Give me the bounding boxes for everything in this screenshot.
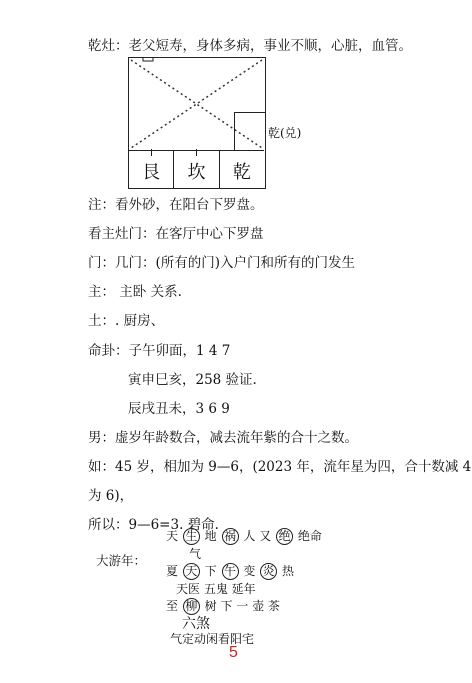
- chart-row-2: 夏 天 下 午 变 炎 热: [166, 564, 295, 578]
- page-number: 5: [229, 644, 238, 661]
- bottom-rooms: [129, 150, 264, 188]
- chart-row-4: 气定动闲看阳宅: [170, 632, 255, 646]
- text-example: 如：45 岁，相加为 9—6，(2023 年，流年星为四，合十数减 4: [88, 459, 472, 475]
- text-example-cont: 为 6)，: [88, 488, 134, 504]
- room-kan: 坎: [174, 151, 219, 188]
- text-male: 男：虚岁年龄数合，减去流年紫的合十之数。: [88, 430, 358, 446]
- text-gua-2: 寅申巳亥，258 验证.: [128, 372, 257, 388]
- text-dayou-label: 大游年：: [96, 553, 147, 568]
- chart-row-1b: 气: [189, 547, 202, 561]
- side-label-qian-dui: 乾(兑): [268, 126, 302, 140]
- corner-room: [234, 112, 265, 150]
- chart-row-3: 至 柳 树 下 一 壶 茶: [166, 599, 281, 613]
- room-gen: 艮: [129, 151, 174, 188]
- text-door: 门：几门：(所有的门)入户门和所有的门发生: [88, 255, 356, 271]
- text-gua: 命卦：子午卯面，1 4 7: [88, 343, 231, 359]
- text-earth: 土：. 厨房、: [88, 313, 165, 329]
- text-result: 所以：9—6=3. 碧命.: [88, 517, 219, 533]
- text-note-outside: 注：看外砂，在阳台下罗盘。: [88, 197, 264, 213]
- room-qian: 乾: [232, 162, 251, 183]
- chart-row-2b: 天医 五鬼 延年: [176, 582, 256, 596]
- chart-row-1: 天 生 地 祸 人 又 绝 绝命: [166, 529, 322, 543]
- floor-plan-diagram: [128, 57, 266, 189]
- chart-row-3b: 六煞: [182, 616, 210, 632]
- text-main: 主： 主卧 关系.: [88, 284, 182, 300]
- text-gua-3: 辰戌丑未，3 6 9: [128, 401, 230, 417]
- text-line-qian-stove: 乾灶：老父短寿，身体多病，事业不顺，心脏，血管。: [88, 38, 412, 54]
- text-note-stove-door: 看主灶门：在客厅中心下罗盘: [88, 226, 264, 242]
